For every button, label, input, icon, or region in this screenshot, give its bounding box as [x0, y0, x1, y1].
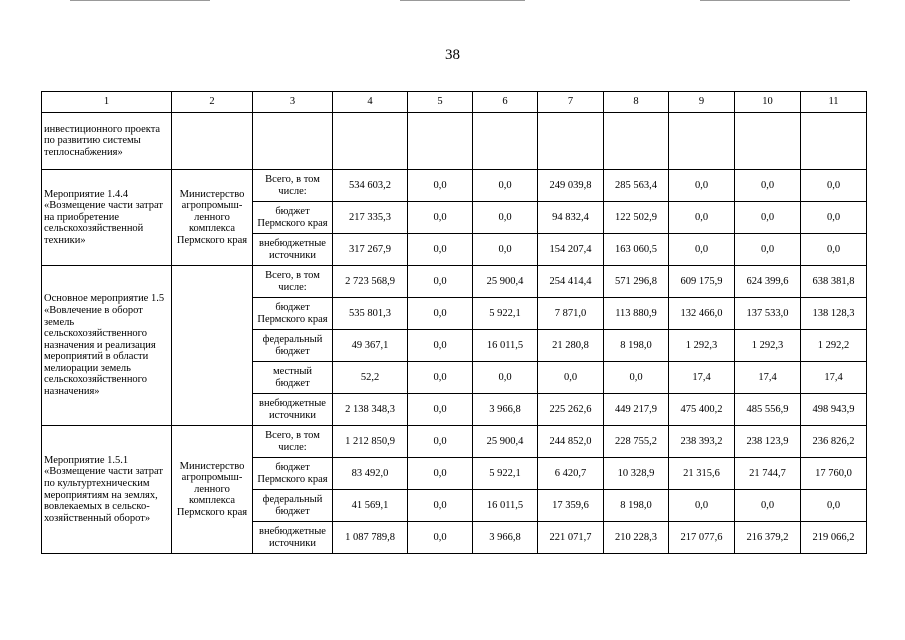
amount-cell: 1 292,2 [801, 330, 867, 362]
amount-cell: 3 966,8 [473, 522, 538, 554]
amount-cell: 0,0 [669, 202, 735, 234]
column-number: 4 [333, 92, 408, 113]
amount-cell: 0,0 [408, 426, 473, 458]
amount-cell: 41 569,1 [333, 490, 408, 522]
amount-cell: 221 071,7 [538, 522, 604, 554]
amount-cell: 0,0 [408, 458, 473, 490]
amount-cell: 571 296,8 [604, 266, 669, 298]
amount-cell: 21 280,8 [538, 330, 604, 362]
amount-cell: 1 292,3 [669, 330, 735, 362]
amount-cell: 0,0 [408, 490, 473, 522]
amount-cell: 219 066,2 [801, 522, 867, 554]
amount-cell: 0,0 [735, 170, 801, 202]
scan-top-edge [400, 0, 525, 1]
amount-cell: 17,4 [735, 362, 801, 394]
amount-cell: 0,0 [669, 170, 735, 202]
amount-cell: 0,0 [801, 170, 867, 202]
column-number: 5 [408, 92, 473, 113]
amount-cell: 1 212 850,9 [333, 426, 408, 458]
amount-cell: 138 128,3 [801, 298, 867, 330]
amount-cell: 16 011,5 [473, 490, 538, 522]
amount-cell: 113 880,9 [604, 298, 669, 330]
amount-cell: 0,0 [669, 234, 735, 266]
amount-cell: 94 832,4 [538, 202, 604, 234]
amount-cell: 3 966,8 [473, 394, 538, 426]
amount-cell: 132 466,0 [669, 298, 735, 330]
amount-cell: 2 723 568,9 [333, 266, 408, 298]
amount-cell: 0,0 [801, 234, 867, 266]
funding-source: Всего, в том числе: [253, 266, 333, 298]
amount-cell: 217 335,3 [333, 202, 408, 234]
amount-cell: 0,0 [735, 202, 801, 234]
amount-cell: 609 175,9 [669, 266, 735, 298]
amount-cell: 254 414,4 [538, 266, 604, 298]
amount-cell: 83 492,0 [333, 458, 408, 490]
amount-cell: 0,0 [735, 234, 801, 266]
amount-cell: 5 922,1 [473, 458, 538, 490]
amount-cell: 2 138 348,3 [333, 394, 408, 426]
amount-cell: 17 760,0 [801, 458, 867, 490]
amount-cell: 0,0 [408, 330, 473, 362]
amount-cell: 122 502,9 [604, 202, 669, 234]
amount-cell: 1 292,3 [735, 330, 801, 362]
funding-source: бюджет Пермского края [253, 458, 333, 490]
amount-cell: 0,0 [408, 202, 473, 234]
amount-cell: 0,0 [801, 202, 867, 234]
executor: Министерство агропромыш-ленного комплекса Пермского края [172, 426, 253, 554]
amount-cell: 236 826,2 [801, 426, 867, 458]
funding-source: местный бюджет [253, 362, 333, 394]
amount-cell: 0,0 [473, 170, 538, 202]
amount-cell: 0,0 [538, 362, 604, 394]
amount-cell: 0,0 [604, 362, 669, 394]
amount-cell: 21 315,6 [669, 458, 735, 490]
amount-cell: 52,2 [333, 362, 408, 394]
scan-top-edge [700, 0, 850, 1]
amount-cell: 475 400,2 [669, 394, 735, 426]
amount-cell: 624 399,6 [735, 266, 801, 298]
amount-cell: 0,0 [473, 202, 538, 234]
amount-cell: 16 011,5 [473, 330, 538, 362]
page-number: 38 [445, 47, 460, 63]
activity-name: Мероприятие 1.4.4 «Возмещение части затрат на приобретение сельскохозяйственной техники» [42, 170, 172, 266]
amount-cell: 535 801,3 [333, 298, 408, 330]
program-funding-table [41, 91, 867, 554]
amount-cell: 285 563,4 [604, 170, 669, 202]
amount-cell: 216 379,2 [735, 522, 801, 554]
funding-row [42, 170, 867, 202]
amount-cell: 638 381,8 [801, 266, 867, 298]
column-number: 1 [42, 92, 172, 113]
amount-cell: 0,0 [408, 234, 473, 266]
funding-source: внебюджетные источники [253, 522, 333, 554]
amount-cell: 163 060,5 [604, 234, 669, 266]
activity-name: Основное мероприятие 1.5 «Вовлечение в оборот земель сельскохозяйственного назначения и реализация мероприятий в области мелиорации земель сельскохозяйственного назначения» [42, 266, 172, 426]
amount-cell: 137 533,0 [735, 298, 801, 330]
amount-cell: 25 900,4 [473, 426, 538, 458]
amount-cell: 0,0 [801, 490, 867, 522]
activity-name: инвестиционного проекта по развитию системы теплоснабжения» [42, 113, 172, 170]
amount-cell: 238 393,2 [669, 426, 735, 458]
column-number: 2 [172, 92, 253, 113]
amount-cell: 210 228,3 [604, 522, 669, 554]
amount-cell: 25 900,4 [473, 266, 538, 298]
scan-top-edge [70, 0, 210, 1]
amount-cell: 0,0 [408, 266, 473, 298]
amount-cell: 8 198,0 [604, 490, 669, 522]
amount-cell: 0,0 [408, 522, 473, 554]
funding-row [42, 426, 867, 458]
funding-source: Всего, в том числе: [253, 426, 333, 458]
column-number: 6 [473, 92, 538, 113]
amount-cell: 17,4 [801, 362, 867, 394]
amount-cell: 0,0 [408, 298, 473, 330]
amount-cell: 238 123,9 [735, 426, 801, 458]
column-number: 3 [253, 92, 333, 113]
column-number: 10 [735, 92, 801, 113]
amount-cell: 0,0 [408, 170, 473, 202]
amount-cell: 1 087 789,8 [333, 522, 408, 554]
amount-cell: 317 267,9 [333, 234, 408, 266]
column-number: 7 [538, 92, 604, 113]
amount-cell: 0,0 [473, 234, 538, 266]
funding-source: федеральный бюджет [253, 330, 333, 362]
amount-cell: 217 077,6 [669, 522, 735, 554]
amount-cell: 154 207,4 [538, 234, 604, 266]
funding-source: федеральный бюджет [253, 490, 333, 522]
amount-cell: 0,0 [473, 362, 538, 394]
amount-cell: 485 556,9 [735, 394, 801, 426]
amount-cell: 449 217,9 [604, 394, 669, 426]
amount-cell: 21 744,7 [735, 458, 801, 490]
activity-name: Мероприятие 1.5.1 «Возмещение части затрат по культуртехническим мероприятиям на землях, вовлекаемых в сельско-хозяйственный оборот» [42, 426, 172, 554]
amount-cell: 10 328,9 [604, 458, 669, 490]
funding-source: бюджет Пермского края [253, 202, 333, 234]
amount-cell: 228 755,2 [604, 426, 669, 458]
funding-source: бюджет Пермского края [253, 298, 333, 330]
funding-source: внебюджетные источники [253, 234, 333, 266]
amount-cell: 0,0 [735, 490, 801, 522]
funding-source: внебюджетные источники [253, 394, 333, 426]
amount-cell: 0,0 [669, 490, 735, 522]
amount-cell: 8 198,0 [604, 330, 669, 362]
amount-cell: 17,4 [669, 362, 735, 394]
amount-cell: 17 359,6 [538, 490, 604, 522]
column-number: 9 [669, 92, 735, 113]
amount-cell: 5 922,1 [473, 298, 538, 330]
funding-source: Всего, в том числе: [253, 170, 333, 202]
continuation-row [42, 113, 867, 170]
column-number-row [42, 92, 867, 113]
amount-cell: 249 039,8 [538, 170, 604, 202]
amount-cell: 244 852,0 [538, 426, 604, 458]
amount-cell: 498 943,9 [801, 394, 867, 426]
funding-row [42, 266, 867, 298]
executor: Министерство агропромыш-ленного комплекса Пермского края [172, 170, 253, 266]
amount-cell: 7 871,0 [538, 298, 604, 330]
amount-cell: 0,0 [408, 394, 473, 426]
executor [172, 266, 253, 426]
column-number: 11 [801, 92, 867, 113]
column-number: 8 [604, 92, 669, 113]
amount-cell: 49 367,1 [333, 330, 408, 362]
amount-cell: 0,0 [408, 362, 473, 394]
amount-cell: 534 603,2 [333, 170, 408, 202]
amount-cell: 225 262,6 [538, 394, 604, 426]
amount-cell: 6 420,7 [538, 458, 604, 490]
